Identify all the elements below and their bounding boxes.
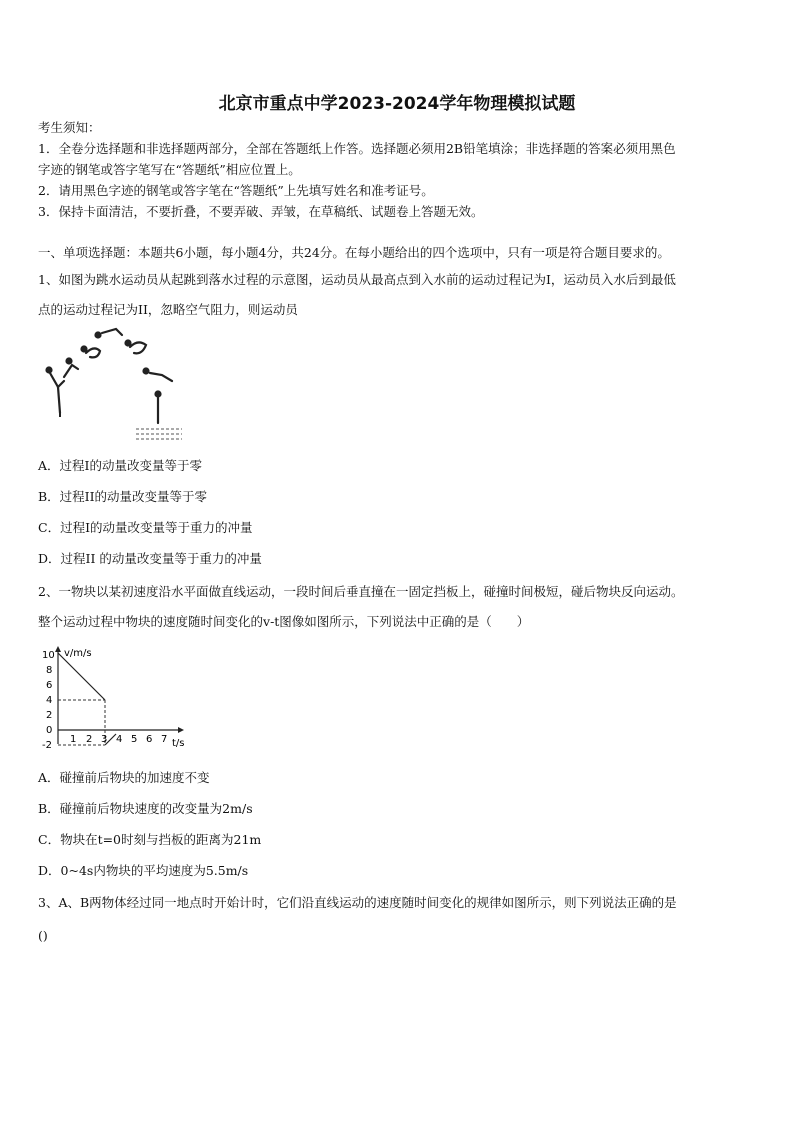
notice-item: 字迹的钢笔或答字笔写在“答题纸”相应位置上。 — [38, 162, 301, 177]
x-tick: 6 — [146, 734, 153, 745]
x-tick: 2 — [86, 734, 93, 745]
y-tick: 0 — [46, 725, 53, 736]
option-a: A．过程I的动量改变量等于零 — [38, 458, 202, 473]
y-tick: 8 — [46, 665, 53, 676]
x-tick: 3 — [101, 734, 108, 745]
question-1-stem: 1、如图为跳水运动员从起跳到落水过程的示意图，运动员从最高点到入水前的运动过程记为I，运动员入水后到最低 — [38, 272, 676, 287]
x-axis-arrow-icon — [178, 727, 184, 733]
question-3-stem: () — [38, 928, 48, 943]
vt-graph — [36, 644, 196, 752]
x-tick: 1 — [70, 734, 77, 745]
question-2-stem: 整个运动过程中物块的速度随时间变化的v-t图像如图所示，下列说法中正确的是（ ） — [38, 614, 530, 629]
y-tick: 4 — [46, 695, 53, 706]
y-tick: -2 — [42, 740, 52, 751]
y-tick: 10 — [42, 650, 55, 661]
y-tick: 6 — [46, 680, 53, 691]
option-d: D．0~4s内物块的平均速度为5.5m/s — [38, 863, 249, 878]
notice-item: 3．保持卡面清洁，不要折叠，不要弄破、弄皱，在草稿纸、试题卷上答题无效。 — [38, 204, 484, 219]
page-title: 北京市重点中学2023-2024学年物理模拟试题 — [218, 94, 576, 114]
notice-heading: 考生须知： — [38, 120, 101, 135]
option-b: B．过程II的动量改变量等于零 — [38, 489, 208, 504]
x-tick: 7 — [161, 734, 168, 745]
y-axis-arrow-icon — [55, 646, 61, 652]
notice-item: 2．请用黑色字迹的钢笔或答字笔在“答题纸”上先填写姓名和准考证号。 — [38, 183, 434, 198]
y-axis-label: v/m/s — [64, 648, 92, 659]
option-c: C．过程I的动量改变量等于重力的冲量 — [38, 520, 253, 535]
x-tick: 5 — [131, 734, 138, 745]
question-2-stem: 2、一物块以某初速度沿水平面做直线运动，一段时间后垂直撞在一固定挡板上，碰撞时间极短，碰后物块反向运动。 — [38, 584, 684, 599]
question-1-stem: 点的运动过程记为II，忽略空气阻力，则运动员 — [38, 302, 298, 317]
question-3-stem: 3、A、B两物体经过同一地点时开始计时，它们沿直线运动的速度随时间变化的规律如图所示，则下列说法正确的是 — [38, 895, 677, 910]
option-c: C．物块在t=0时刻与挡板的距离为21m — [38, 832, 262, 847]
section-heading: 一、单项选择题：本题共6小题，每小题4分，共24分。在每小题给出的四个选项中，只有一项是符合题目要求的。 — [38, 245, 670, 260]
y-tick: 2 — [46, 710, 53, 721]
option-a: A．碰撞前后物块的加速度不变 — [38, 770, 210, 785]
notice-item: 1．全卷分选择题和非选择题两部分，全部在答题纸上作答。选择题必须用2B铅笔填涂；非选择题的答案必须用黑色 — [38, 141, 676, 156]
x-axis-label: t/s — [172, 738, 185, 749]
x-tick: 4 — [116, 734, 123, 745]
option-d: D．过程II 的动量改变量等于重力的冲量 — [38, 551, 262, 566]
diver-diagram — [42, 325, 192, 445]
option-b: B．碰撞前后物块速度的改变量为2m/s — [38, 801, 253, 816]
